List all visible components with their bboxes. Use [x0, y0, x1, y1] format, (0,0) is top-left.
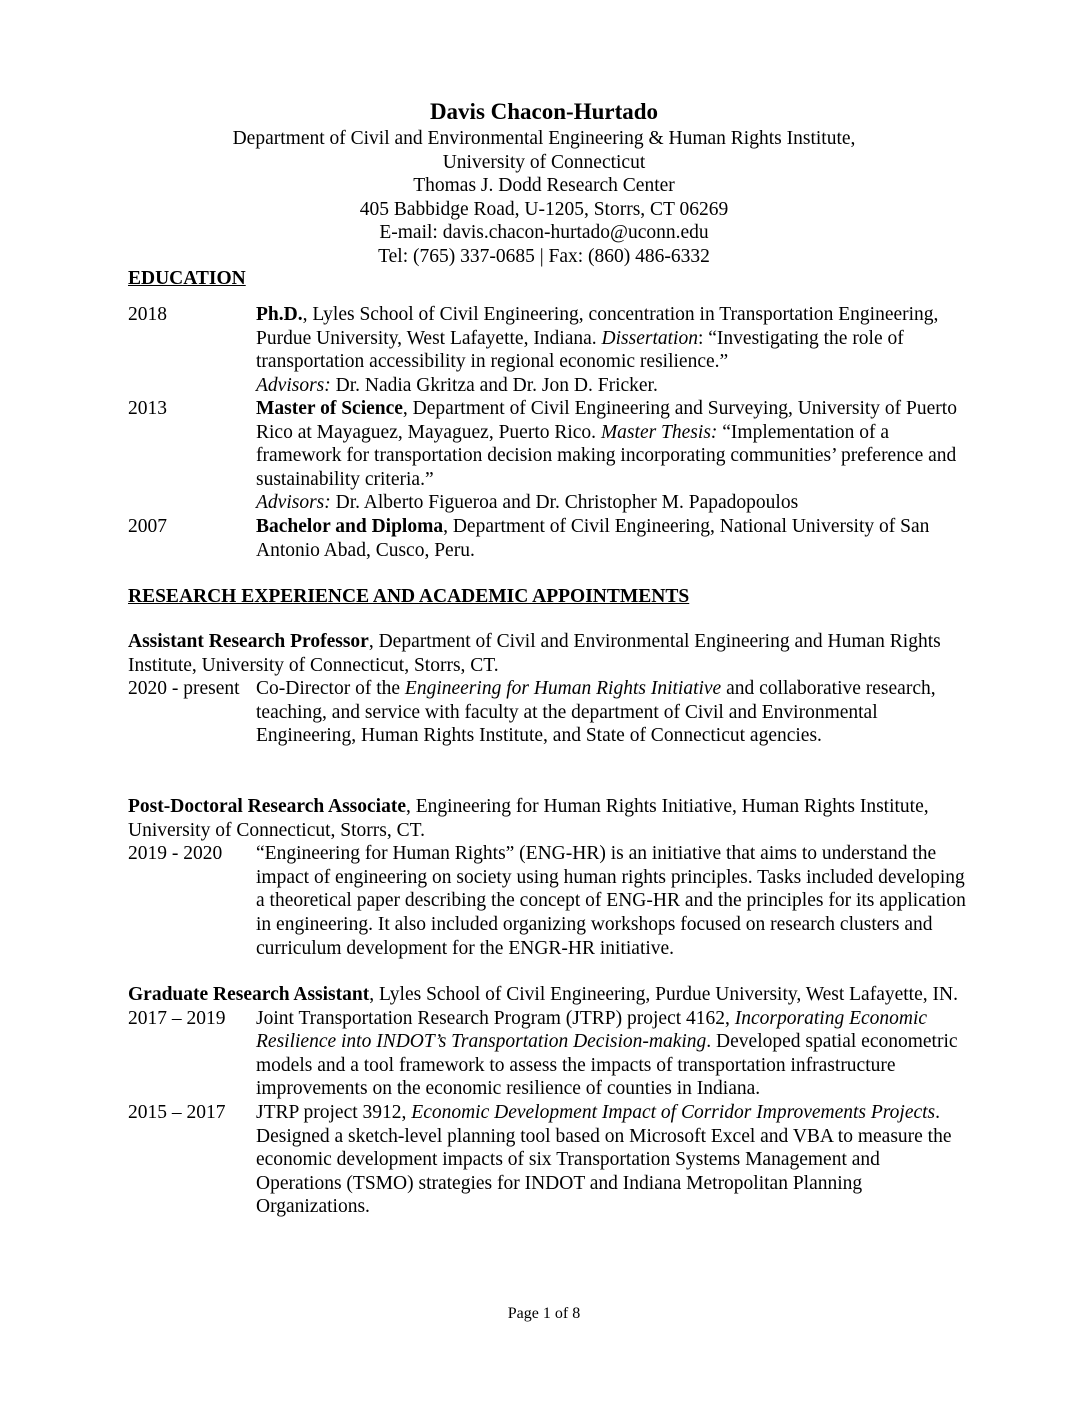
position-years: 2020 - present [128, 678, 240, 700]
research-heading: RESEARCH EXPERIENCE AND ACADEMIC APPOINTMENTS [128, 586, 690, 607]
education-description: Bachelor and Diploma, Department of Civil Engineering, National University of San Antonio Abad, Cusco, Peru. [256, 516, 930, 561]
position-years: 2017 – 2019 [128, 1007, 226, 1029]
department-line: Department of Civil and Environmental Engineering & Human Rights Institute, [232, 128, 856, 149]
education-heading: EDUCATION [128, 268, 246, 289]
address-line: 405 Babbidge Road, U-1205, Storrs, CT 06269 [359, 198, 729, 220]
cv-header [128, 99, 960, 269]
candidate-name: Davis Chacon-Hurtado [429, 99, 659, 124]
page-number: Page 1 of 8 [507, 1305, 581, 1322]
position-assistant-research-professor [128, 630, 968, 748]
position-years: 2015 – 2017 [128, 1101, 226, 1123]
position-description: “Engineering for Human Rights” (ENG-HR) is an initiative that aims to understand the impact of engineering on society using human rights principles. Tasks included developing a theoretical paper describing the concept of ENG-HR and the principles for its application in engineering. It also included organizing workshops focused on research clusters and curriculum development for the ENGR-HR initiative. [256, 843, 966, 959]
email-line: E-mail: davis.chacon-hurtado@uconn.edu [379, 222, 709, 244]
position-heading: Assistant Research Professor, Department of Civil and Environmental Engineering and Human Rights Institute, University of Connecticut, Storrs, CT. [128, 631, 941, 676]
position-graduate-research-assistant [128, 983, 968, 1219]
education-year: 2013 [128, 398, 167, 419]
education-entry-bachelor [128, 515, 968, 562]
position-years: 2019 - 2020 [128, 843, 223, 865]
position-description: JTRP project 3912, Economic Development Impact of Corridor Improvements Projects. Designed a sketch-level planning tool based on Microsoft Excel and VBA to measure the economic development impacts of six Transportation Systems Management and Operations (TSMO) strategies for INDOT and Indiana Metropolitan Planning Organizations. [256, 1101, 952, 1218]
university-line: University of Connecticut [442, 151, 646, 173]
education-entry-phd [128, 303, 968, 397]
position-description: Co-Director of the Engineering for Human Rights Initiative and collaborative research, teaching, and service with faculty at the department of Civil and Environmental Engineering, Human Rights Institute, and State of Connecticut agencies. [256, 678, 936, 747]
phone-line: Tel: (765) 337-0685 | Fax: (860) 486-6332 [378, 245, 710, 267]
education-description: Ph.D., Lyles School of Civil Engineering, concentration in Transportation Engineering, Purdue University, West Lafayette, Indiana. Dissertation: “Investigating the role of transportation accessibility in regional economic resilience.” Advisors: Dr. Nadia Gkritza and Dr. Jon D. Fricker. [256, 304, 939, 396]
position-postdoc [128, 795, 968, 960]
education-description: Master of Science, Department of Civil Engineering and Surveying, University of Puerto Rico at Mayaguez, Mayaguez, Puerto Rico. Master Thesis: “Implementation of a framework for transportation decision making incorporating communities’ preference and sustainability criteria.” Advisors: Dr. Alberto Figueroa and Dr. Christopher M. Papadopoulos [256, 398, 957, 514]
education-entry-ms [128, 397, 968, 515]
position-description: Joint Transportation Research Program (JTRP) project 4162, Incorporating Economic Resilience into INDOT’s Transportation Decision-making. Developed spatial econometric models and a tool framework to assess the impacts of transportation infrastructure improvements on the economic resilience of counties in Indiana. [256, 1007, 958, 1100]
building-line: Thomas J. Dodd Research Center [413, 175, 675, 197]
education-year: 2007 [128, 516, 167, 537]
position-heading: Post-Doctoral Research Associate, Engineering for Human Rights Initiative, Human Rights Institute, University of Connecticut, Storrs, CT. [128, 796, 929, 841]
education-year: 2018 [128, 304, 167, 325]
position-heading: Graduate Research Assistant, Lyles School of Civil Engineering, Purdue University, West Lafayette, IN. [128, 984, 958, 1005]
